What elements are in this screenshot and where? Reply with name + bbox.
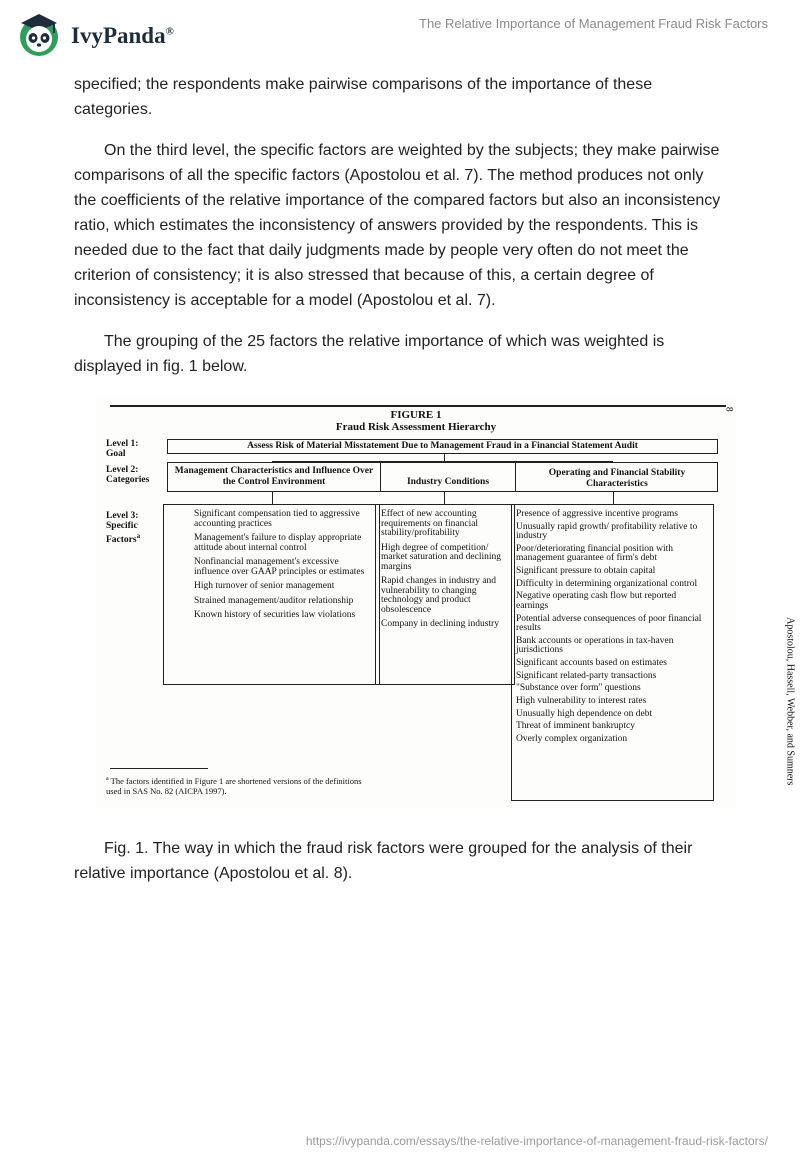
factor-item: Bank accounts or operations in tax-haven jurisdictions <box>516 635 674 656</box>
goal-box <box>167 439 718 454</box>
figure-page-number: 8 <box>723 406 734 412</box>
factor-item: Effect of new accounting requirements on financial stability/profitability <box>381 509 479 538</box>
factor-item: Overly complex organization <box>516 734 628 745</box>
category-management: Management Characteristics and Influence Over the Control Environment <box>174 466 374 487</box>
factor-item: Rapid changes in industry and vulnerability to changing technology and product obsolescence <box>381 576 497 615</box>
factor-item: Unusually high dependence on debt <box>516 708 653 719</box>
paragraph-3: The grouping of the 25 factors the relative importance of which was weighted is displayed in fig. 1 below. <box>74 333 665 375</box>
ivypanda-logo[interactable] <box>13 8 174 60</box>
figure-label: FIGURE 1 <box>390 409 442 421</box>
factor-item: Negative operating cash flow but reported earnings <box>516 591 677 611</box>
panda-graduate-icon <box>13 8 65 60</box>
paragraph-2: On the third level, the specific factors are weighted by the subjects; they make pairwise comparisons of all the specific factors (Apostolou et al. 7). The method produces not only the coefficients of the relative importance of the compared factors but also an inconsistency ratio, which estimates the inconsistency of answers provided by the respondents. This is needed due to the fact that daily judgments made by people very often do not meet the criterion of consistency; it is also stressed that because of this, a certain degree of inconsistency is acceptable for a model (Apostolou et al. 7). <box>74 142 721 309</box>
factor-item: Company in declining industry <box>381 619 499 629</box>
factor-item: Potential adverse consequences of poor financial results <box>516 613 702 634</box>
footnote-mark: a <box>106 776 109 782</box>
factor-item: Significant pressure to obtain capital <box>516 566 656 577</box>
industry-factors-box <box>375 504 515 685</box>
figure-footnote <box>106 774 376 796</box>
management-factors-list <box>194 510 373 621</box>
factor-item: Strained management/auditor relationship <box>194 595 354 606</box>
essay-body <box>74 72 730 395</box>
registered-mark: ® <box>165 25 174 38</box>
category-divider-1 <box>380 462 381 492</box>
management-factors-box <box>163 504 380 685</box>
figure-top-rule <box>110 405 726 407</box>
level-3-footnote-mark: a <box>136 532 141 540</box>
document-title: The Relative Importance of Management Fraud Risk Factors <box>419 16 768 31</box>
level-1-label: Level 1: Goal <box>106 439 139 459</box>
figure-title: Fraud Risk Assessment Hierarchy <box>335 421 497 433</box>
factor-item: Known history of securities law violations <box>194 610 356 620</box>
factor-item: High turnover of senior management <box>194 581 335 591</box>
connector-operating-down <box>613 492 614 504</box>
factor-item: Difficulty in determining organizational control <box>516 578 698 589</box>
factor-item: High vulnerability to interest rates <box>516 696 647 707</box>
operating-factors-list <box>516 510 709 745</box>
page-header <box>0 0 800 62</box>
level-3-label <box>106 511 166 545</box>
factor-item: Significant accounts based on estimates <box>516 658 667 668</box>
factor-item: Unusually rapid growth/ profitability relative to industry <box>516 521 698 542</box>
figure-1-hierarchy <box>96 396 796 808</box>
figure-caption: Fig. 1. The way in which the fraud risk factors were grouped for the analysis of their relative importance (Apostolou et al. 8). <box>74 840 693 882</box>
factor-item: Management's failure to display appropriate attitude about internal control <box>194 533 362 553</box>
factor-item: Nonfinancial management's excessive influence over GAAP principles or estimates <box>194 557 365 577</box>
factor-item: Significant related-party transactions <box>516 670 657 681</box>
category-operating: Operating and Financial Stability Characteristics <box>548 468 686 489</box>
industry-factors-list <box>381 510 510 630</box>
source-url[interactable]: https://ivypanda.com/essays/the-relative-importance-of-management-fraud-risk-factors/ <box>305 1134 768 1148</box>
footnote-text: The factors identified in Figure 1 are shortened versions of the definitions used in SAS No. 82 (AICPA 1997). <box>106 775 362 796</box>
brand-name: IvyPanda <box>71 23 166 48</box>
level-3-text: Level 3: Specific Factors <box>106 511 139 546</box>
factor-item: High degree of competition/ market saturation and declining margins <box>381 542 502 572</box>
footnote-rule <box>110 768 208 769</box>
factor-item: "Substance over form" questions <box>516 683 641 694</box>
connector-management-down <box>272 492 273 504</box>
factor-item: Presence of aggressive incentive programs <box>516 509 678 519</box>
paragraph-1: specified; the respondents make pairwise comparisons of the importance of these categories. <box>74 76 653 118</box>
connector-industry-down <box>444 492 445 504</box>
factor-item: Significant compensation tied to aggressive accounting practices <box>194 509 360 529</box>
side-authors: Apostolou, Hassell, Webber, and Sumners <box>784 617 796 786</box>
category-divider-2 <box>515 462 516 492</box>
level-2-label: Level 2: Categories <box>106 465 150 485</box>
goal-text: Assess Risk of Material Misstatement Due to Management Fraud in a Financial Statement Audit <box>247 441 638 451</box>
category-industry: Industry Conditions <box>406 477 490 487</box>
factor-item: Poor/deteriorating financial position with management guarantee of firm's debt <box>516 543 673 564</box>
operating-factors-box <box>511 504 714 801</box>
factor-item: Threat of imminent bankruptcy <box>516 721 635 732</box>
